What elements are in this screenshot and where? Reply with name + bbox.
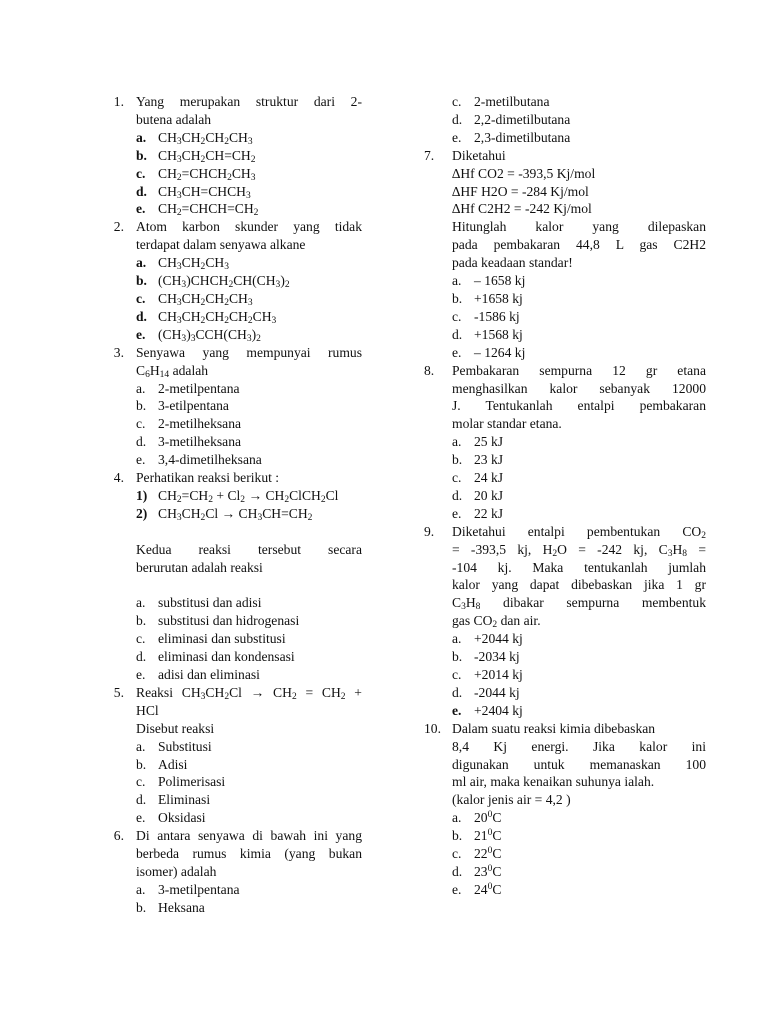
question-8 — [424, 362, 706, 523]
question-text: (kalor jenis air = 4,2 ) — [452, 792, 571, 808]
question-text: Diketahui — [452, 147, 506, 163]
question-text: Hitunglah kalor yang dilepaskan — [452, 219, 706, 235]
option-c: c. $CH_2=CHCH_2CH_3$ — [136, 165, 256, 183]
question-text: gas $CO_2$ dan air. — [452, 613, 541, 631]
option-c: c. 2-metilbutana — [452, 94, 550, 109]
option-d: d. $CH_3CH=CHCH_3$ — [136, 183, 251, 201]
question-text: kalor yang dapat dibebaskan jika 1 gr — [452, 577, 706, 593]
question-number: 6. — [113, 828, 124, 844]
option-b: b. $(CH_3)CHCH_2CH(CH_3)_2$ — [136, 273, 290, 291]
option-b: b. 3-etilpentana — [136, 398, 229, 414]
option-b: b. Heksana — [136, 899, 205, 915]
question-text: pada pembakaran 44,8 L gas C2H2 — [452, 237, 706, 253]
enthalpy-h2o: ∆HF H2O = -284 Kj/mol — [452, 183, 589, 199]
reaction-1: 1) $CH_2=CH_2 + Cl_2$ → $CH_2ClCH_2Cl$ — [136, 487, 339, 505]
question-text: $C_3H_8$ dibakar sempurna membentuk — [452, 595, 706, 613]
question-text: 8,4 Kj energi. Jika kalor ini — [452, 738, 706, 754]
option-c: c. Polimerisasi — [136, 774, 226, 790]
question-6 — [108, 827, 362, 917]
option-e: e. 2,3-dimetilbutana — [452, 129, 571, 145]
option-c: c. +2014 kj — [452, 667, 523, 682]
question-text: ml air, maka kenaikan suhunya ialah. — [452, 774, 655, 790]
question-text: pada keadaan standar! — [452, 255, 573, 271]
question-10 — [424, 720, 706, 899]
enthalpy-c2h2: ∆Hf C2H2 = -242 Kj/mol — [452, 201, 592, 217]
option-b: b. $CH_3CH_2CH=CH_2$ — [136, 147, 256, 165]
enthalpy-co2: ∆Hf CO2 = -393,5 Kj/mol — [452, 165, 596, 181]
option-d: d. -2044 kj — [452, 684, 520, 700]
question-number: 7. — [424, 147, 435, 163]
option-a: a. 3-metilpentana — [136, 881, 240, 897]
option-b: b. Adisi — [136, 756, 188, 772]
question-number: 4. — [113, 470, 124, 486]
left-column — [108, 93, 362, 917]
question-9 — [424, 523, 706, 720]
option-b: b. +1658 kj — [452, 290, 523, 306]
question-text: menghasilkan kalor sebanyak 12000 — [452, 380, 706, 396]
option-e: e. – 1264 kj — [452, 344, 526, 360]
question-number: 10. — [424, 720, 441, 736]
question-text: berbeda rumus kimia (yang bukan — [136, 846, 362, 862]
question-number: 3. — [113, 344, 124, 360]
question-number: 9. — [424, 523, 435, 539]
question-text: = -393,5 kj, $H_2O = -242$ kj, $C_3H_8$ = — [452, 541, 707, 559]
question-text: Di antara senyawa di bawah ini yang — [136, 828, 362, 844]
question-text: berurutan adalah reaksi — [136, 559, 263, 575]
option-d: d. eliminasi dan kondensasi — [136, 649, 295, 665]
option-d: d. 20 kJ — [452, 487, 504, 503]
question-number: 5. — [113, 684, 124, 700]
option-b: b. substitusi dan hidrogenasi — [136, 613, 300, 629]
reaction-2: 2) $CH_3CH_2Cl \to CH_3CH=CH_2$ — [136, 505, 313, 523]
option-e: e. adisi dan eliminasi — [136, 666, 260, 682]
option-d: d. Eliminasi — [136, 792, 211, 808]
option-d: d. 2,2-dimetilbutana — [452, 111, 571, 127]
option-d: d. 3-metilheksana — [136, 434, 242, 450]
question-text: butena adalah — [136, 111, 212, 127]
question-text: Diketahui entalpi pembentukan $CO_2$ — [452, 523, 706, 541]
question-text: terdapat dalam senyawa alkane — [136, 237, 306, 253]
question-2 — [108, 218, 362, 343]
question-text: HCl — [136, 702, 159, 718]
option-a: a. 2-metilpentana — [136, 380, 240, 396]
option-a: a. – 1658 kj — [452, 273, 526, 289]
question-text: Kedua reaksi tersebut secara — [136, 541, 362, 557]
question-5 — [108, 684, 362, 827]
option-c: c. 24 kJ — [452, 470, 504, 486]
question-text: -104 kj. Maka tentukanlah jumlah — [452, 559, 706, 575]
option-e: e. $(CH_3)_3CCH(CH_3)_2$ — [136, 326, 261, 344]
question-text: Dalam suatu reaksi kimia dibebaskan — [452, 720, 656, 736]
question-4 — [108, 469, 362, 684]
option-a: a. $20^0C$ — [452, 810, 502, 826]
option-e: e. $24^0C$ — [452, 881, 502, 897]
option-c: c. 2-metilheksana — [136, 416, 242, 432]
option-b: b. $21^0C$ — [452, 828, 502, 844]
option-a: a. Substitusi — [136, 738, 212, 754]
option-a: a. $CH_3CH_2CH_3$ — [136, 255, 229, 273]
option-c: c. eliminasi dan substitusi — [136, 631, 286, 647]
question-text: Atom karbon skunder yang tidak — [136, 219, 362, 235]
option-b: b. -2034 kj — [452, 649, 520, 665]
question-number: 2. — [113, 219, 124, 235]
question-1 — [108, 93, 362, 218]
question-text: Yang merupakan struktur dari 2- — [136, 94, 362, 109]
question-text: J. Tentukanlah entalpi pembakaran — [452, 398, 706, 414]
question-7 — [424, 147, 706, 362]
question-number: 1. — [113, 94, 124, 109]
option-d: d. $CH_3CH_2CH_2CH_2CH_3$ — [136, 308, 277, 326]
option-e: e. Oksidasi — [136, 810, 206, 826]
option-c: c. -1586 kj — [452, 308, 520, 324]
option-d: d. $23^0C$ — [452, 863, 502, 879]
question-text: $C_6H_{14}$ adalah — [136, 362, 209, 380]
option-a: a. substitusi dan adisi — [136, 595, 262, 611]
option-a: a. 25 kJ — [452, 434, 504, 450]
question-text: Pembakaran sempurna 12 gr etana — [452, 362, 706, 378]
right-column — [424, 93, 706, 899]
option-e: e. 22 kJ — [452, 505, 504, 521]
option-e: e. $CH_2=CHCH=CH_2$ — [136, 201, 259, 219]
option-d: d. +1568 kj — [452, 326, 523, 342]
option-c: c. $22^0C$ — [452, 846, 502, 862]
question-3 — [108, 344, 362, 469]
option-e: e. 3,4-dimetilheksana — [136, 452, 262, 468]
option-a: a. +2044 kj — [452, 631, 523, 647]
question-text: molar standar etana. — [452, 416, 562, 432]
option-e: e. +2404 kj — [452, 702, 523, 718]
question-text: digunakan untuk memanaskan 100 — [452, 756, 706, 772]
option-a: a. $CH_3CH_2CH_2CH_3$ — [136, 129, 253, 147]
option-c: c. $CH_3CH_2CH_2CH_3$ — [136, 290, 253, 308]
question-text: Reaksi $CH_3CH_2Cl \to CH_2 = CH_2$ + — [136, 684, 362, 702]
option-b: b. 23 kJ — [452, 452, 504, 468]
question-text: Perhatikan reaksi berikut : — [136, 470, 280, 486]
question-number: 8. — [424, 362, 435, 378]
question-6-continued — [424, 93, 706, 147]
question-text: Disebut reaksi — [136, 720, 215, 736]
question-text: Senyawa yang mempunyai rumus — [136, 344, 362, 360]
question-text: isomer) adalah — [136, 863, 217, 879]
